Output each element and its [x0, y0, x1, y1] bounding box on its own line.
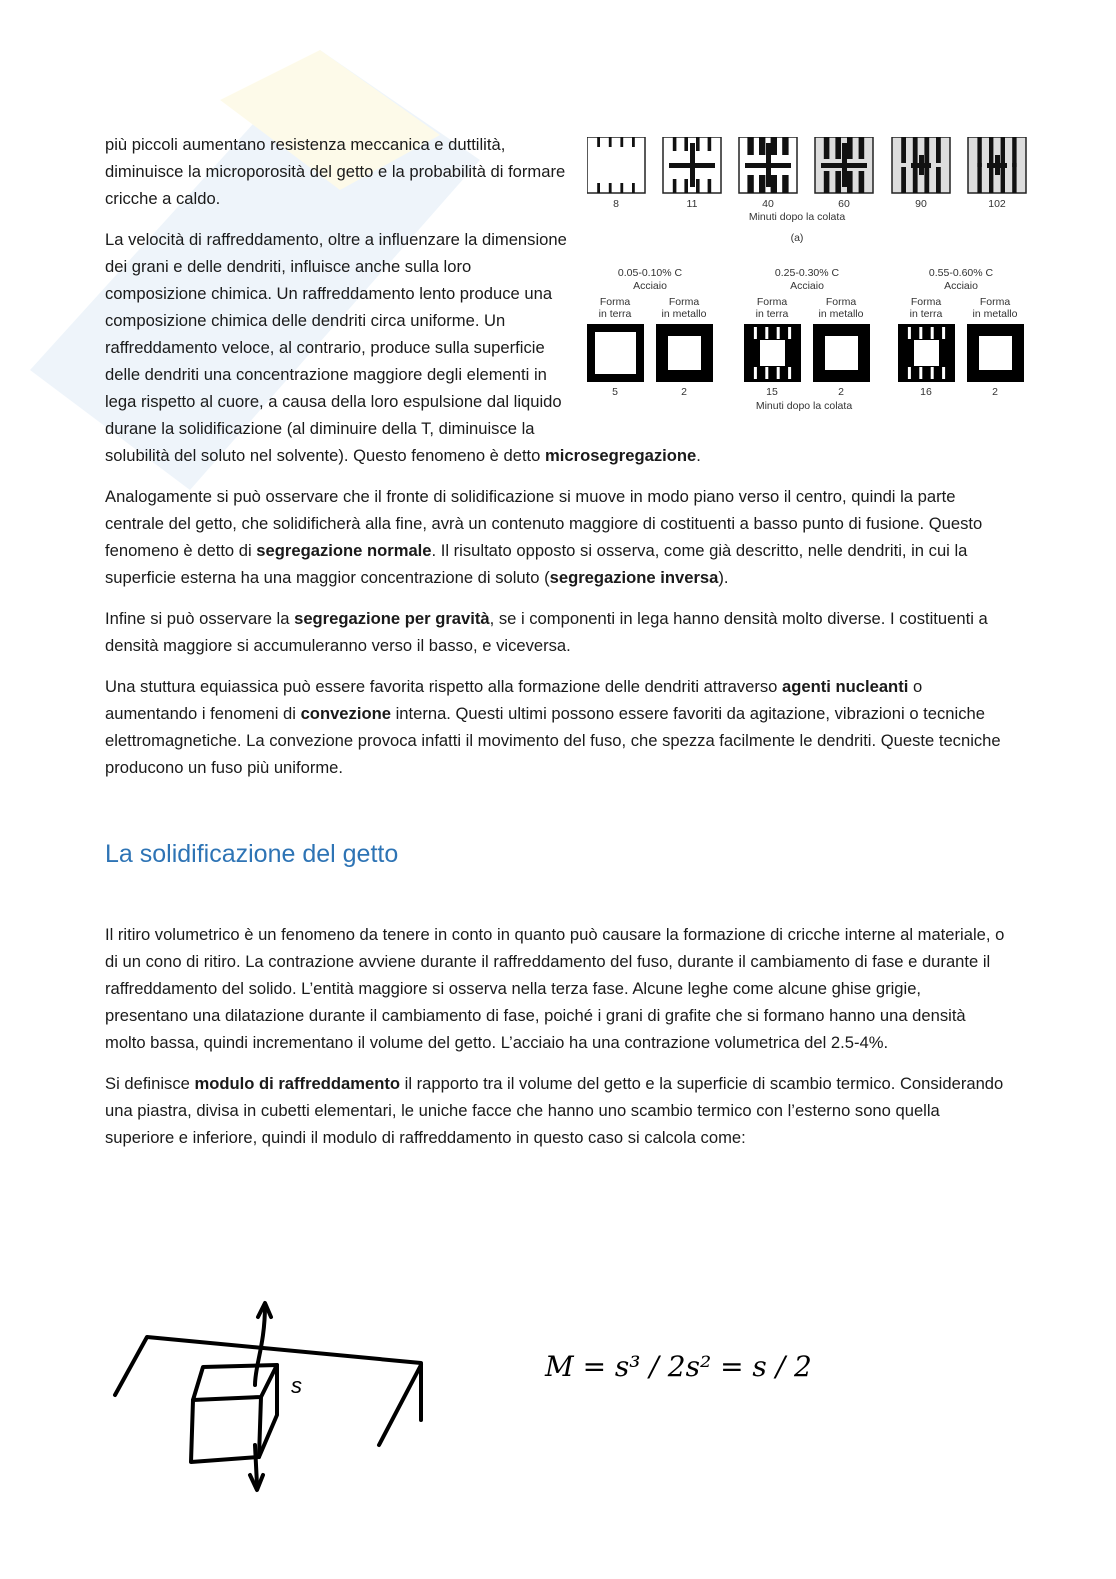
dendrite-mark — [908, 327, 911, 339]
center-cross-mark — [745, 163, 791, 168]
dendrite-figure-image — [587, 137, 1027, 427]
dendrite-mark — [777, 327, 780, 339]
center-cross-mark — [911, 163, 931, 168]
dendrite-mark — [759, 137, 765, 155]
dendrite-mark — [924, 137, 929, 163]
dendrite-mark — [696, 179, 700, 193]
dendrite-mark — [942, 327, 945, 339]
dendrite-mark — [977, 137, 981, 167]
time-label: 11 — [686, 198, 698, 210]
dendrite-mark — [847, 171, 853, 193]
dendrite-mark — [847, 137, 853, 159]
dendrite-mark — [759, 175, 765, 193]
dendrite-mark — [597, 137, 600, 147]
document-body — [105, 131, 1018, 1165]
dendrite-mark — [989, 137, 993, 167]
text: . Il risultato opposto si osserva, come già descritto, nelle dendriti, in cui la superficie esterna ha una maggior concentrazione di soluto ( — [105, 541, 968, 587]
time-label: 5 — [612, 386, 618, 398]
dendrite-mark — [708, 137, 712, 151]
time-label: 90 — [915, 198, 927, 210]
dendrite-figure — [587, 137, 1027, 427]
ingot-core — [914, 340, 939, 366]
dendrite-mark — [835, 137, 841, 159]
dendrite-mark — [931, 367, 934, 379]
caption-a: Minuti dopo la colata — [748, 211, 846, 223]
mould-type-label: in metallo — [661, 308, 707, 320]
group-title: 0.05-0.10% C — [617, 267, 683, 279]
mould-type-label: in terra — [755, 308, 789, 320]
dendrite-mark — [684, 179, 688, 193]
term-segregazione-inversa: segregazione inversa — [549, 568, 719, 587]
dendrite-mark — [859, 137, 865, 159]
center-cross-mark — [987, 163, 1007, 168]
mould-type-label: in terra — [598, 308, 632, 320]
time-label: 2 — [681, 386, 687, 398]
text: Si definisce — [105, 1074, 195, 1093]
dendrite-mark — [936, 137, 941, 163]
dendrite-mark — [708, 179, 712, 193]
ingot-core — [979, 336, 1012, 370]
group-title: 0.25-0.30% C — [774, 267, 840, 279]
dendrite-mark — [977, 163, 981, 193]
dendrite-mark — [620, 137, 623, 147]
dendrite-mark — [1001, 137, 1005, 167]
text: il rapporto tra il volume del getto e la superficie di scambio termico. Considerando una piastra, divisa in cubetti elementari, le uniche facce che hanno uno scambio termico con l’esterno sono quella superiore e inferiore, quindi il modulo di raffreddamento in questo caso si calcola come: — [105, 1074, 1004, 1147]
mould-type-label: in metallo — [818, 308, 864, 320]
time-label: 40 — [762, 198, 774, 210]
dendrite-mark — [632, 183, 635, 193]
ingot-core — [760, 340, 785, 366]
dendrite-mark — [931, 327, 934, 339]
text: Il ritiro volumetrico è un fenomeno da tenere in conto in quanto può causare la formazione di cricche interne al materiale, o di un cono di ritiro. La contrazione avviene durante il raffreddamento del fuso, durante il cambiamento di fase e durante il raffreddamento del solido. L’entità maggiore si osserva nella terza fase. Alcune leghe come alcune ghise grigie, presentano una dilatazione durante il cambiamento di fase, poiché i grani di grafite che si formano hanno una densità molto bassa, quindi incrementano il volume del getto. L’acciaio ha una contrazione volumetrica del 2.5-4%. — [105, 925, 1005, 1052]
dendrite-mark — [913, 167, 918, 193]
dendrite-mark — [765, 327, 768, 339]
text: Analogamente si può osservare che il fronte di solidificazione si muove in modo piano verso il centro, quindi la parte centrale del getto, che solidificherà alla fine, avrà un contenuto maggiore di costituenti a basso punto di fusione. Questo fenomeno è detto di — [105, 487, 983, 560]
text: più piccoli aumentano resistenza meccanica e duttilità, diminuisce la microporosità del getto e la probabilità di formare cricche a caldo. — [105, 135, 566, 208]
text: interna. Questi ultimi possono essere favoriti da agitazione, vibrazioni o tecniche elettromagnetiche. La convezione provoca infatti il movimento del fuso, che spezza facilmente le dendriti. Queste tecniche producono un fuso più uniforme. — [105, 704, 1001, 777]
text: Una stuttura equiassica può essere favorita rispetto alla formazione delle dendriti attraverso — [105, 677, 783, 696]
time-label: 16 — [920, 386, 932, 398]
ingot-core — [668, 336, 701, 370]
paragraph-equiaxed — [105, 673, 1005, 781]
dendrite-mark — [673, 137, 677, 151]
dendrite-mark — [771, 175, 777, 193]
term-segregazione-normale: segregazione normale — [256, 541, 432, 560]
section-heading: La solidificazione del getto — [105, 840, 399, 868]
dendrite-mark — [1012, 137, 1016, 167]
dendrite-mark — [835, 171, 841, 193]
time-label: 60 — [838, 198, 850, 210]
term-microsegregazione: microsegregazione — [545, 446, 697, 465]
mould-label: Forma — [599, 296, 631, 308]
dendrite-mark — [908, 367, 911, 379]
center-cross-mark — [669, 163, 715, 168]
paragraph-normal-segregation — [105, 483, 1005, 591]
group-subtitle: Acciaio — [790, 280, 824, 292]
cube-drawing — [191, 1365, 277, 1462]
group-subtitle: Acciaio — [633, 280, 667, 292]
text: o aumentando i fenomeni di — [105, 677, 923, 723]
dendrite-mark — [620, 183, 623, 193]
dendrite-mark — [924, 167, 929, 193]
text: La velocità di raffreddamento, oltre a influenzare la dimensione dei grani e delle dendriti, influisce anche sulla loro composizione chimica. Un raffreddamento lento produce una composizione chimica delle dendriti circa uniforme. Un raffreddamento veloce, al contrario, produce sulla superficie delle dendriti una concentrazione maggiore degli elementi in lega rispetto al cuore, a causa della loro espulsione dal liquido durane la solidificazione (al diminuire della T, diminuisce la solubilità del soluto nel solvente). Questo fenomeno è detto — [105, 230, 567, 465]
dendrite-mark — [788, 327, 791, 339]
dendrite-mark — [782, 175, 788, 193]
dendrite-mark — [824, 171, 830, 193]
dendrite-mark — [754, 327, 757, 339]
plate-drawing — [115, 1337, 421, 1445]
paragraph-cooling-modulus — [105, 1070, 1005, 1151]
text: , se i componenti in lega hanno densità molto diverse. I costituenti a densità maggiore si accumuleranno verso il basso, e viceversa. — [105, 609, 988, 655]
time-label: 2 — [992, 386, 998, 398]
dendrite-mark — [609, 183, 612, 193]
mould-label: Forma — [979, 296, 1011, 308]
cooling-modulus-formula: M = s³ / 2s² = s / 2 — [545, 1350, 812, 1383]
term-modulo-raffreddamento: modulo di raffreddamento — [194, 1074, 401, 1093]
dendrite-mark — [919, 367, 922, 379]
mould-label: Forma — [910, 296, 942, 308]
text: Infine si può osservare la — [105, 609, 295, 628]
ingot-core — [595, 332, 636, 374]
text: . — [696, 446, 701, 465]
ingot-core — [825, 336, 858, 370]
group-subtitle: Acciaio — [944, 280, 978, 292]
dendrite-mark — [747, 175, 753, 193]
dendrite-mark — [782, 137, 788, 155]
dendrite-mark — [765, 367, 768, 379]
dendrite-mark — [696, 137, 700, 151]
dendrite-mark — [913, 137, 918, 163]
ingot-section-a — [587, 137, 645, 193]
mould-type-label: in metallo — [972, 308, 1018, 320]
dendrite-mark — [771, 137, 777, 155]
mould-type-label: in terra — [909, 308, 943, 320]
dendrite-mark — [919, 327, 922, 339]
dendrite-mark — [597, 183, 600, 193]
caption-b: Minuti dopo la colata — [755, 400, 853, 412]
dendrite-mark — [609, 137, 612, 147]
dendrite-mark — [788, 367, 791, 379]
mould-label: Forma — [756, 296, 788, 308]
dendrite-mark — [684, 137, 688, 151]
dendrite-mark — [901, 167, 906, 193]
dendrite-mark — [859, 171, 865, 193]
term-agenti-nucleanti: agenti nucleanti — [782, 677, 909, 696]
dendrite-mark — [936, 167, 941, 193]
mould-label: Forma — [668, 296, 700, 308]
heat-flow-arrow-up-icon — [255, 1303, 271, 1385]
dendrite-mark — [777, 367, 780, 379]
time-label: 8 — [613, 198, 619, 210]
dendrite-mark — [901, 137, 906, 163]
time-label: 2 — [838, 386, 844, 398]
dendrite-mark — [824, 137, 830, 159]
paragraph-gravity-segregation — [105, 605, 1005, 659]
dendrite-mark — [942, 367, 945, 379]
dendrite-mark — [673, 179, 677, 193]
term-convezione: convezione — [300, 704, 391, 723]
dendrite-mark — [747, 137, 753, 155]
time-label: 15 — [766, 386, 778, 398]
term-segregazione-gravita: segregazione per gravità — [294, 609, 490, 628]
center-cross-mark — [821, 163, 867, 168]
figure-label-a: (a) — [790, 232, 804, 244]
mould-label: Forma — [825, 296, 857, 308]
dendrite-mark — [632, 137, 635, 147]
handwritten-sketch — [105, 1285, 745, 1495]
text: ). — [718, 568, 729, 587]
time-label: 102 — [988, 198, 1006, 210]
side-label: s — [291, 1373, 302, 1398]
dendrite-mark — [1012, 163, 1016, 193]
dendrite-mark — [754, 367, 757, 379]
paragraph-shrinkage — [105, 921, 1005, 1056]
group-title: 0.55-0.60% C — [928, 267, 994, 279]
